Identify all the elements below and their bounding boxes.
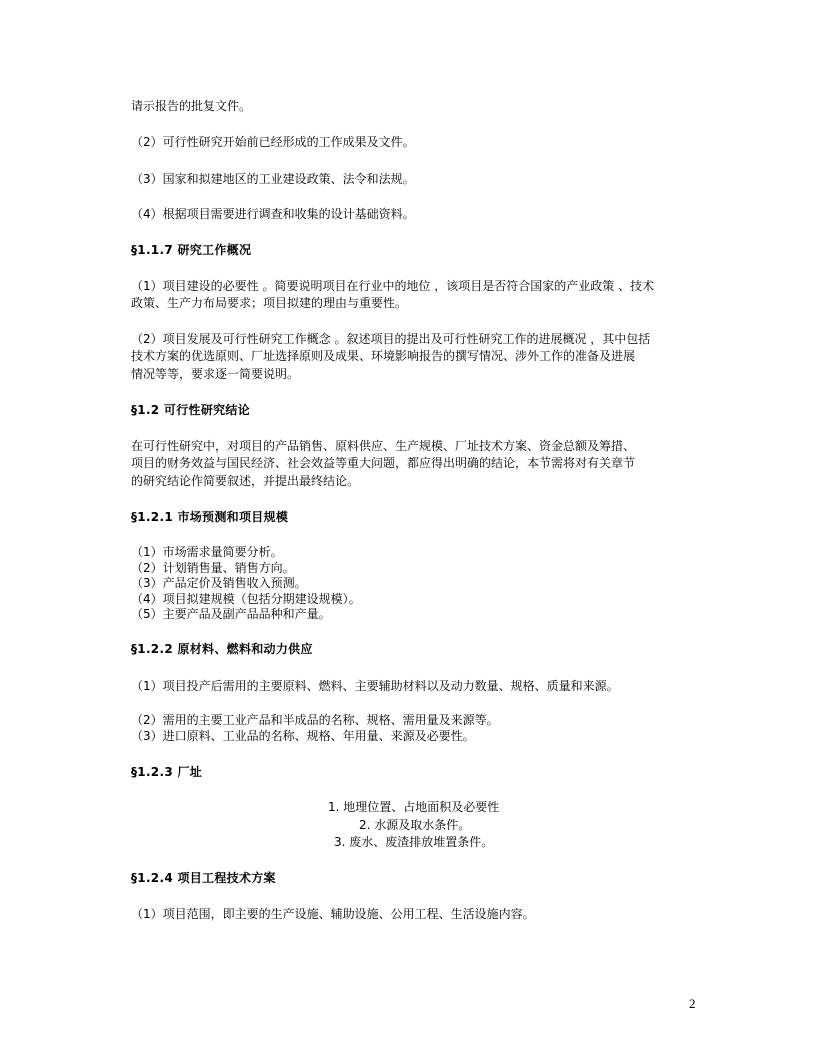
paragraph-line: 技术方案的优选原则、厂址选择原则及成果、环境影响报告的撰写情况、涉外工作的准备及进展	[131, 349, 636, 363]
list-item: （3）产品定价及销售收入预测。	[131, 576, 307, 590]
numbered-list-item: 2. 水源及取水条件。	[359, 818, 471, 832]
paragraph-line: 项目的财务效益与国民经济、社会效益等重大问题，都应得出明确的结论，本节需将对有关章节	[131, 456, 636, 470]
list-item: （1）市场需求量简要分析。	[131, 545, 283, 559]
list-item: （1）项目投产后需用的主要原料、燃料、主要辅助材料以及动力数量、规格、质量和来源。	[131, 679, 619, 693]
paragraph-line: 政策、生产力布局要求；项目拟建的理由与重要性。	[131, 296, 408, 310]
list-item: （4）项目拟建规模（包括分期建设规模）。	[131, 592, 361, 606]
paragraph-line: （1）项目建设的必要性 。简要说明项目在行业中的地位 ，该项目是否符合国家的产业政策 、技术	[131, 279, 655, 293]
section-heading: §1.2 可行性研究结论	[131, 403, 251, 417]
list-item: （4）根据项目需要进行调查和收集的设计基础资料。	[131, 207, 415, 221]
list-item: （2）计划销售量、销售方向。	[131, 561, 295, 575]
paragraph-line: 在可行性研究中，对项目的产品销售、原料供应、生产规模、厂址技术方案、资金总额及筹措、	[131, 439, 636, 453]
section-heading: §1.2.3 厂址	[131, 765, 203, 779]
list-item: （5）主要产品及副产品品种和产量。	[131, 607, 331, 621]
section-heading: §1.2.4 项目工程技术方案	[131, 871, 276, 885]
numbered-list-item: 3. 废水、废渣排放堆置条件。	[334, 835, 494, 849]
paragraph-line: 情况等等，要求逐一简要说明。	[131, 367, 300, 381]
list-item: （2）需用的主要工业产品和半成品的名称、规格、需用量及来源等。	[131, 713, 499, 727]
list-item: （3）国家和拟建地区的工业建设政策、法令和法规。	[131, 172, 415, 186]
section-heading: §1.2.1 市场预测和项目规模	[131, 510, 289, 524]
numbered-list-item: 1. 地理位置、占地面积及必要性	[328, 800, 500, 814]
paragraph-line: 请示报告的批复文件。	[131, 99, 252, 113]
page-number: 2	[689, 996, 696, 1011]
section-heading: §1.1.7 研究工作概况	[131, 243, 252, 257]
paragraph-line: 的研究结论作简要叙述，并提出最终结论。	[131, 474, 360, 488]
list-item: （2）可行性研究开始前已经形成的工作成果及文件。	[131, 135, 415, 149]
paragraph-line: （2）项目发展及可行性研究工作概念 。叙述项目的提出及可行性研究工作的进展概况 ，其中包括	[131, 332, 651, 346]
section-heading: §1.2.2 原材料、燃料和动力供应	[131, 642, 313, 656]
list-item: （3）进口原料、工业品的名称、规格、年用量、来源及必要性。	[131, 729, 475, 743]
list-item: （1）项目范围，即主要的生产设施、辅助设施、公用工程、生活设施内容。	[131, 907, 535, 921]
